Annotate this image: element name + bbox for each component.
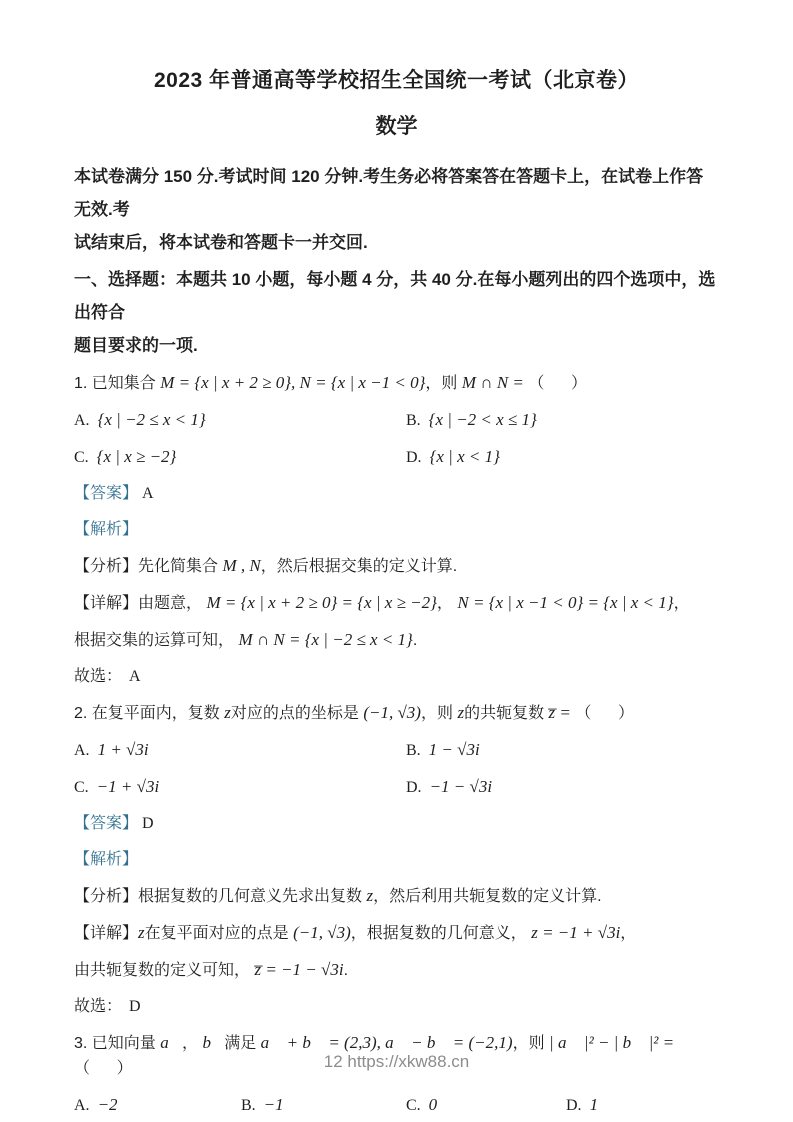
- page-footer: [0, 1052, 793, 1072]
- q1-optA-label: A.: [74, 412, 90, 429]
- q1-optA-value: {x | −2 ≤ x < 1}: [97, 410, 206, 429]
- question-2-fenxi-line: [74, 883, 719, 909]
- q3-optA-label: A.: [74, 1097, 90, 1114]
- q2-xiangjie-label: 【详解】: [74, 925, 139, 942]
- q1-xiangjie-label: 【详解】: [74, 595, 139, 612]
- option-q3-b: [241, 1092, 406, 1118]
- q1-fenxi-label: 【分析】: [74, 558, 139, 575]
- question-2-options-row2: [74, 774, 719, 800]
- q1-xiangjie-formula: M = {x | x + 2 ≥ 0} = {x | x ≥ −2}: [206, 593, 437, 612]
- exam-instructions: [74, 160, 719, 259]
- question-2-analysis-header: [74, 847, 719, 872]
- q3-optB-label: B.: [241, 1097, 256, 1114]
- q2-xiangjie-text3: ，: [620, 925, 637, 942]
- q1-stem-text: 1. 已知集合: [74, 375, 156, 392]
- q2-xiangjie-text: 在复平面对应的点是: [144, 925, 289, 942]
- q2-stem-var-z: z: [224, 703, 231, 722]
- q2-fenxi-text: 根据复数的几何意义先求出复数: [138, 888, 363, 905]
- q2-guxuan-label: 故选：: [74, 998, 123, 1015]
- q2-xiangjie-var: z: [138, 923, 145, 942]
- question-1-guxuan-line: [74, 664, 719, 689]
- q3-stem-formula2: | a⃗ |² − | b⃗ |² =: [549, 1033, 675, 1052]
- question-2-guxuan-line: [74, 994, 719, 1019]
- q2-xiangjie-text2: ，根据复数的几何意义，: [350, 925, 527, 942]
- q1-xiangjie-text3: ，: [673, 595, 690, 612]
- q1-xiangjie-text: 由题意，: [138, 595, 203, 612]
- q3-optD-value: 1: [589, 1095, 599, 1114]
- question-1-xiangjie-line: [74, 590, 719, 616]
- q3-optD-label: D.: [566, 1097, 582, 1114]
- q2-optC-value: −1 + √3i: [96, 777, 160, 796]
- q1-optC-value: {x | x ≥ −2}: [96, 447, 177, 466]
- question-1-stem: [74, 370, 719, 396]
- q2-optC-label: C.: [74, 779, 89, 796]
- q2-stem-text2: 对应的点的坐标是: [230, 705, 359, 722]
- question-2-xiangjie-line: [74, 920, 719, 946]
- option-q2-c: [74, 774, 406, 800]
- option-q1-c: [74, 444, 406, 470]
- q2-answer-value: D: [142, 815, 154, 832]
- option-q1-d: [406, 444, 500, 470]
- q2-optB-value: 1 − √3i: [428, 740, 480, 759]
- q2-stem-text3: ，则: [420, 705, 453, 722]
- q2-xiangjie-formula: z = −1 + √3i: [531, 923, 621, 942]
- question-1-options-row1: [74, 407, 719, 433]
- q1-guxuan-value: A: [129, 668, 141, 685]
- q2-stem-point: (−1, √3): [363, 703, 421, 722]
- q2-fenxi-var: z: [366, 886, 374, 905]
- q3-stem-text4: ，则: [512, 1035, 545, 1052]
- question-1-options-row2: [74, 444, 719, 470]
- option-q1-a: [74, 407, 406, 433]
- q2-stem-conjugate: z̅ =: [548, 703, 571, 722]
- q1-optD-value: {x | x < 1}: [429, 447, 500, 466]
- q1-answer-label: 【答案】: [74, 485, 139, 502]
- q2-stem-text: 2. 在复平面内，复数: [74, 705, 220, 722]
- q2-xiangjie-point: (−1, √3): [293, 923, 351, 942]
- q1-xiangjie-text2: ，: [436, 595, 453, 612]
- q1-fenxi-formula: M , N: [222, 556, 261, 575]
- option-q3-c: [406, 1092, 566, 1118]
- option-q2-b: [406, 737, 480, 763]
- q2-guxuan-value: D: [129, 998, 141, 1015]
- section-line1: 一、选择题：本题共 10 小题，每小题 4 分，共 40 分.在每小题列出的四个选项中，选出符合: [74, 270, 716, 322]
- q1-answer-value: A: [142, 485, 154, 502]
- q1-optB-value: {x | −2 < x ≤ 1}: [428, 410, 537, 429]
- q2-conclusion-formula: z̅ = −1 − √3i: [254, 960, 344, 979]
- q1-stem-formula: M = {x | x + 2 ≥ 0}, N = {x | x −1 < 0}: [160, 373, 426, 392]
- q1-answer-blank: （ ）: [528, 375, 588, 392]
- q3-stem-formula: a⃗ + b⃗ = (2,3), a⃗ − b⃗ = (−2,1): [260, 1033, 513, 1052]
- q2-optD-label: D.: [406, 779, 422, 796]
- q1-conclusion-period: .: [412, 632, 418, 649]
- q3-optC-value: 0: [428, 1095, 438, 1114]
- question-1-fenxi-line: [74, 553, 719, 579]
- question-2-conclusion-line: [74, 957, 719, 983]
- question-1-analysis-header: [74, 517, 719, 542]
- q1-optD-label: D.: [406, 449, 422, 466]
- q1-optC-label: C.: [74, 449, 89, 466]
- q3-stem-vector-a: a⃗: [160, 1033, 182, 1052]
- q1-conclusion-formula: M ∩ N = {x | −2 ≤ x < 1}: [238, 630, 413, 649]
- option-q3-d: [566, 1092, 598, 1118]
- q3-optA-value: −2: [97, 1095, 118, 1114]
- q2-optB-label: B.: [406, 742, 421, 759]
- q3-stem-text3: 满足: [224, 1035, 257, 1052]
- q2-fenxi-text2: ，然后利用共轭复数的定义计算.: [373, 888, 602, 905]
- q3-stem-comma: ，: [181, 1035, 198, 1052]
- section-heading: [74, 263, 719, 362]
- question-1-conclusion-line: [74, 627, 719, 653]
- section-line2: 题目要求的一项.: [74, 336, 198, 355]
- q3-optB-value: −1: [263, 1095, 284, 1114]
- q2-optA-value: 1 + √3i: [97, 740, 149, 759]
- q1-optB-label: B.: [406, 412, 421, 429]
- q1-guxuan-label: 故选：: [74, 668, 123, 685]
- question-1-answer-line: [74, 481, 719, 506]
- q2-answer-label: 【答案】: [74, 815, 139, 832]
- q1-fenxi-text2: ，然后根据交集的定义计算.: [260, 558, 458, 575]
- page-subtitle: 数学: [375, 115, 418, 138]
- question-2-options-row1: [74, 737, 719, 763]
- q2-fenxi-label: 【分析】: [74, 888, 139, 905]
- q2-answer-blank: （ ）: [575, 705, 635, 722]
- page-title: 2023 年普通高等学校招生全国统一考试（北京卷）: [153, 69, 640, 92]
- q3-stem-text: 3. 已知向量: [74, 1035, 156, 1052]
- q1-jiexi-label: 【解析】: [74, 521, 139, 538]
- q1-stem-text2: ，则: [425, 375, 458, 392]
- q2-stem-var-z2: z: [457, 703, 465, 722]
- footer-watermark-link[interactable]: 12 https://xkw88.cn: [323, 1052, 470, 1071]
- q3-answer-blank: （ ）: [74, 1060, 133, 1077]
- question-2-stem: [74, 700, 719, 726]
- option-q2-a: [74, 737, 406, 763]
- question-3-options-row: [74, 1092, 719, 1118]
- q1-fenxi-text: 先化简集合: [138, 558, 219, 575]
- q2-jiexi-label: 【解析】: [74, 851, 139, 868]
- q3-stem-vector-b: b⃗: [202, 1033, 225, 1052]
- q3-optC-label: C.: [406, 1097, 421, 1114]
- q1-xiangjie-formula2: N = {x | x −1 < 0} = {x | x < 1}: [457, 593, 674, 612]
- instructions-line1: 本试卷满分 150 分.考试时间 120 分钟.考生务必将答案答在答题卡上，在试卷上作答无效.考: [74, 167, 704, 219]
- option-q1-b: [406, 407, 537, 433]
- q2-stem-text4: 的共轭复数: [464, 705, 545, 722]
- instructions-line2: 试结束后，将本试卷和答题卡一并交回.: [74, 233, 368, 252]
- option-q2-d: [406, 774, 492, 800]
- q1-conclusion-text: 根据交集的运算可知，: [74, 632, 235, 649]
- q2-conclusion-text: 由共轭复数的定义可知，: [74, 962, 251, 979]
- question-2-answer-line: [74, 811, 719, 836]
- q1-stem-formula2: M ∩ N =: [461, 373, 524, 392]
- q2-optD-value: −1 − √3i: [429, 777, 493, 796]
- option-q3-a: [74, 1092, 241, 1118]
- q2-optA-label: A.: [74, 742, 90, 759]
- q2-conclusion-period: .: [343, 962, 349, 979]
